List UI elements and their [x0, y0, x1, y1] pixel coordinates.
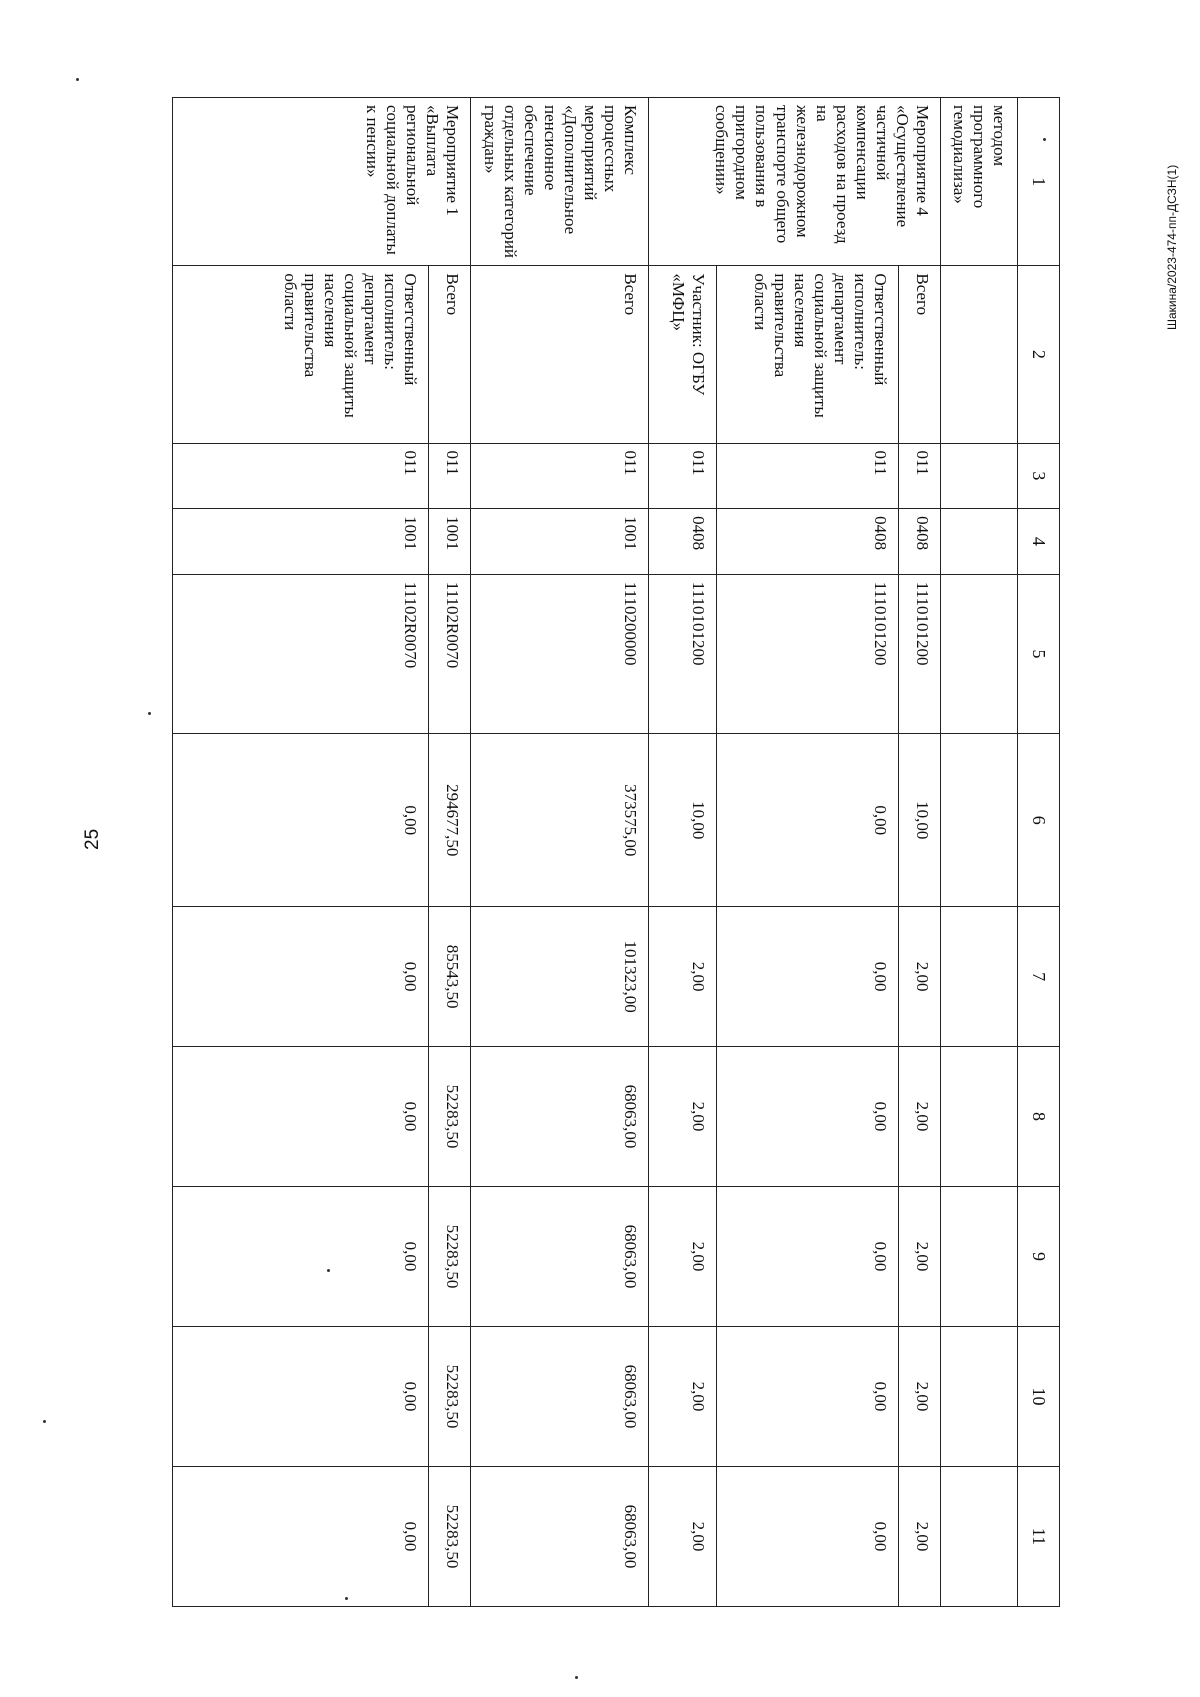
- table-cell: 011: [648, 443, 716, 509]
- table-cell: [940, 509, 1017, 575]
- scan-speck: [76, 78, 79, 81]
- header-cell: 8: [1018, 1047, 1060, 1187]
- page-number: 25: [82, 828, 103, 850]
- table-cell: [940, 1187, 1017, 1327]
- scan-speck: [575, 1676, 578, 1679]
- table-cell: 11102R0070: [173, 574, 429, 734]
- document-id: Шакина/2023-474-пп-ДСЗН(1): [1165, 164, 1179, 330]
- table-cell: 011: [429, 443, 471, 509]
- table-cell: 1110101200: [648, 574, 716, 734]
- table-cell: 2,00: [648, 1187, 716, 1327]
- scan-speck: [1043, 138, 1046, 141]
- table-cell: [940, 734, 1017, 907]
- header-row: [1018, 98, 1060, 1607]
- table-cell: Комплекс процессных мероприятий «Дополнительное пенсионное обеспечение отдельных категорий граждан»: [471, 98, 648, 266]
- table-cell: 0,00: [716, 1187, 898, 1327]
- table-cell: 68063,00: [471, 1187, 648, 1327]
- table-cell: [940, 443, 1017, 509]
- table-cell: 0,00: [716, 734, 898, 907]
- rotated-table-container: [172, 97, 1060, 1607]
- table-row: [716, 98, 898, 1607]
- table-cell: 011: [898, 443, 940, 509]
- table-cell: 68063,00: [471, 1047, 648, 1187]
- header-cell: 4: [1018, 509, 1060, 575]
- table-cell: 011: [173, 443, 429, 509]
- table-cell: методом программного гемодиализа»: [940, 98, 1017, 266]
- table-cell: 2,00: [898, 1466, 940, 1606]
- table-cell: [940, 266, 1017, 443]
- table-cell: 0,00: [173, 1326, 429, 1466]
- table-row: [471, 98, 648, 1607]
- table-cell: Участник: ОГБУ «МФЦ»: [648, 266, 716, 443]
- scan-speck: [43, 1420, 46, 1423]
- table-cell: 2,00: [898, 1326, 940, 1466]
- table-cell: 52283,50: [429, 1466, 471, 1606]
- header-cell: 5: [1018, 574, 1060, 734]
- table-cell: Ответственный исполнитель: департамент социальной защиты населения правительства области: [173, 266, 429, 443]
- table-cell: 1001: [173, 509, 429, 575]
- table-cell: Ответственный исполнитель: департамент социальной защиты населения правительства области: [716, 266, 898, 443]
- table-cell: 11102R0070: [429, 574, 471, 734]
- table-row: [898, 98, 940, 1607]
- scan-speck: [148, 712, 151, 715]
- table-cell: [940, 1047, 1017, 1187]
- table-cell: 0,00: [173, 1187, 429, 1327]
- table-cell: 68063,00: [471, 1466, 648, 1606]
- table-cell: 0,00: [173, 734, 429, 907]
- table-cell: 2,00: [648, 1326, 716, 1466]
- table-row: [173, 98, 429, 1607]
- table-cell: [940, 907, 1017, 1047]
- table-cell: [940, 1466, 1017, 1606]
- table-cell: 1001: [429, 509, 471, 575]
- table-cell: 0,00: [716, 1326, 898, 1466]
- table-cell: 1110200000: [471, 574, 648, 734]
- table-cell: 0,00: [173, 907, 429, 1047]
- table-cell: [940, 574, 1017, 734]
- scan-speck: [327, 1269, 330, 1272]
- table-cell: 85543,50: [429, 907, 471, 1047]
- table-row: [429, 98, 471, 1607]
- table-row: [940, 98, 1017, 1607]
- table-cell: Всего: [898, 266, 940, 443]
- table-cell: 10,00: [648, 734, 716, 907]
- header-cell: 7: [1018, 907, 1060, 1047]
- table-cell: 2,00: [898, 1047, 940, 1187]
- table-cell: 0408: [648, 509, 716, 575]
- header-cell: 2: [1018, 266, 1060, 443]
- table-cell: 0,00: [716, 1047, 898, 1187]
- header-cell: 11: [1018, 1466, 1060, 1606]
- budget-table: [172, 97, 1060, 1607]
- table-cell: 2,00: [898, 907, 940, 1047]
- table-cell: 011: [471, 443, 648, 509]
- scan-speck: [345, 1597, 348, 1600]
- table-cell: [940, 1326, 1017, 1466]
- table-cell: 101323,00: [471, 907, 648, 1047]
- header-cell: 3: [1018, 443, 1060, 509]
- table-cell: 0,00: [173, 1047, 429, 1187]
- table-cell: 0408: [898, 509, 940, 575]
- table-cell: 0,00: [173, 1466, 429, 1606]
- table-cell: 52283,50: [429, 1326, 471, 1466]
- header-cell: 10: [1018, 1326, 1060, 1466]
- header-cell: 1: [1018, 98, 1060, 266]
- table-cell: 68063,00: [471, 1326, 648, 1466]
- table-cell: 294677,50: [429, 734, 471, 907]
- table-cell: 2,00: [898, 1187, 940, 1327]
- table-cell: 0,00: [716, 1466, 898, 1606]
- table-cell: 10,00: [898, 734, 940, 907]
- table-cell: Мероприятие 1 «Выплата региональной социальной доплаты к пенсии»: [173, 98, 471, 266]
- table-cell: 52283,50: [429, 1187, 471, 1327]
- table-cell: Всего: [471, 266, 648, 443]
- table-row: [648, 98, 716, 1607]
- table-cell: Мероприятие 4 «Осуществление частичной компенсации расходов на проезд на железнодорожном транспорте общего пользования в пригородном сообщении»: [648, 98, 940, 266]
- table-cell: 2,00: [648, 907, 716, 1047]
- table-cell: 1110101200: [716, 574, 898, 734]
- table-cell: 2,00: [648, 1466, 716, 1606]
- table-cell: 1001: [471, 509, 648, 575]
- table-cell: 52283,50: [429, 1047, 471, 1187]
- table-cell: 0,00: [716, 907, 898, 1047]
- table-cell: 011: [716, 443, 898, 509]
- table-cell: 1110101200: [898, 574, 940, 734]
- table-cell: 0408: [716, 509, 898, 575]
- table-cell: 373575,00: [471, 734, 648, 907]
- table-cell: 2,00: [648, 1047, 716, 1187]
- header-cell: 6: [1018, 734, 1060, 907]
- header-cell: 9: [1018, 1187, 1060, 1327]
- table-cell: Всего: [429, 266, 471, 443]
